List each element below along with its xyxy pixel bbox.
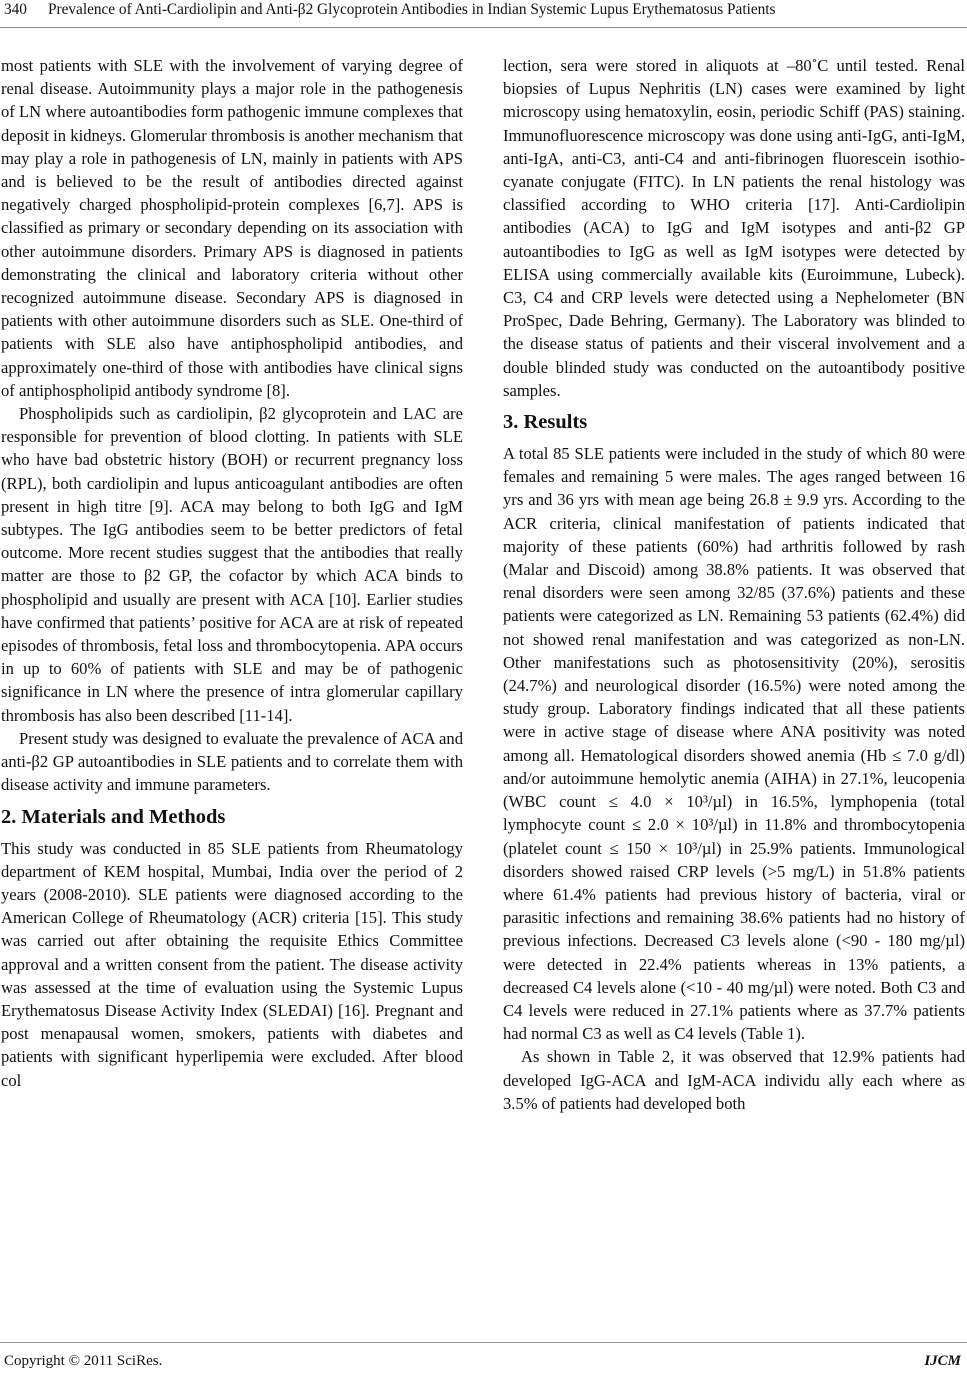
paragraph-phospholipids: Phospholipids such as cardiolipin, β2 glycoprotein and LAC are responsible for prevention of blood clotting. In patients with SLE who have bad obstetric history (BOH) or recurrent pregnancy loss (RPL), both cardiolipin and lupus anticoagulant antibodies are often present in high titre [9]. ACA may belong to both IgG and IgM subtypes. The IgG antibodies seem to be better predictors of fetal outcome. More recent studies suggest that the antibodies that really matter are those to β2 GP, the cofactor by which ACA binds to phospholipid and usually are present with ACA [10]. Earlier studies have confirmed that patients’ positive for ACA are at risk of repeated episodes of thrombosis, fetal loss and thrombocytopenia. APA occurs in up to 60% of patients with SLE and may be of pathogenic significance in LN where the presence of intra glomerular capillary thrombosis has also been described [11-14]. — [1, 404, 463, 725]
running-header — [0, 0, 967, 22]
paragraph-lupus-nephritis: most patients with SLE with the involvement of varying degree of renal disease. Autoimmunity plays a major role in the pathogenesis of LN where autoantibodies form pathogenic immune complexes that deposit in kidneys. Glomerular thrombosis is another mechanism that may play a role in pathogenesis of LN, mainly in patients with APS and is believed to be the result of antibodies directed against negatively charged phospholipid-protein complexes [6,7]. APS is classified as primary or secondary depending on its association with other autoimmune disorders. Primary APS is diagnosed in patients demonstrating the clinical and laboratory criteria without other recognized autoimmune disease. Secondary APS is diagnosed in patients with other autoimmune disorders such as SLE. One-third of patients with SLE also have antiphospholipid antibodies, and approximately one-third of those with antibodies have clinical signs of antiphospholipid antibody syndrome [8]. — [1, 56, 463, 400]
copyright-notice: Copyright © 2011 SciRes. — [4, 1353, 163, 1369]
footer — [0, 1353, 967, 1375]
running-title: Prevalence of Anti-Cardiolipin and Anti-β2 Glycoprotein Antibodies in Indian Systemic Lupus Erythematosus Patients — [48, 1, 776, 18]
paragraph-results: A total 85 SLE patients were included in the study of which 80 were females and remaining 5 were males. The ages ranged between 16 yrs and 36 yrs with mean age being 26.8 ± 9.9 yrs. According to the ACR criteria, clinical manifestation of patients indicated that majority of these patients (60%) had arthritis followed by rash (Malar and Discoid) among 38.8% patients. It was observed that renal disorders were seen among 32/85 (37.6%) patients and these patients were categorized as LN. Remaining 53 patients (62.4%) did not showed renal manifestation and was categorized as non-LN. Other manifestations such as photosensitivity (20%), serositis (24.7%) and neurological disorder (16.5%) were noted among the study group. Laboratory findings indicated that all these patients were in active stage of disease where ANA positivity was noted among all. Hematological disorders showed anemia (Hb ≤ 7.0 g/dl) and/or autoimmune hemolytic anemia (AIHA) in 27.1%, leucopenia (WBC count ≤ 4.0 × 10³/µl) in 16.5%, lymphopenia (total lymphocyte count ≤ 2.0 × 10³/µl) in 11.8% and thrombocytopenia (platelet count ≤ 150 × 10³/µl) in 25.9% patients. Immunological disorders showed raised CRP levels (>5 mg/L) in 51.8% patients where 61.4% patients had previous history of bacteria, viral or parasitic infections and remaining 38.6% patients had no history of previous infections. Decreased C3 levels alone (<90 - 180 mg/µl) were detected in 22.4% patients whereas in 13% patients, a decreased C4 levels alone (<10 - 40 mg/µl) were noted. Both C3 and C4 levels were reduced in 27.1% patients where as 37.7% patients had normal C3 as well as C4 levels (Table 1). — [503, 444, 965, 1044]
page-number: 340 — [4, 1, 27, 18]
heading-materials-methods: 2. Materials and Methods — [1, 805, 226, 828]
paragraph-methods: This study was conducted in 85 SLE patients from Rheumatology department of KEM hospital, Mumbai, India over the period of 2 years (2008-2010). SLE patients were diagnosed according to the American College of Rheumatology (ACR) criteria [15]. This study was carried out after obtaining the requisite Ethics Committee approval and a written consent from the patient. The disease activity was assessed at the time of evaluation using the Systemic Lupus Erythematosus Disease Activity Index (SLEDAI) [16]. Pregnant and post menapausal women, smokers, patients with diabetes and patients with significant hyperlipemia were excluded. After blood col — [1, 838, 463, 1090]
left-column — [1, 54, 463, 1092]
paragraph-methods-continued: lection, sera were stored in aliquots at –80˚C until tested. Renal biopsies of Lupus Nephritis (LN) cases were examined by light microscopy using hematoxylin, eosin, periodic Schiff (PAS) staining. Immunofluorescence microscopy was done using anti-IgG, anti-IgM, anti-IgA, anti-C3, anti-C4 and anti-fibrinogen fluorescein isothiocyanate conjugate (FITC). In LN patients the renal histology was classified according to WHO criteria [17]. Anti-Cardiolipin antibodies (ACA) to IgG and IgM isotypes and anti-β2 GP autoantibodies to IgG as well as IgM isotypes were detected by ELISA using commercially available kits (Euroimmune, Lubeck). C3, C4 and CRP levels were detected using a Nephelometer (BN ProSpec, Dade Behring, Germany). The Laboratory was blinded to the disease status of patients and their visceral involvement and a double blinded study was conducted on the autoantibody positive samples. — [503, 56, 965, 400]
heading-results: 3. Results — [503, 411, 588, 434]
header-rule — [0, 27, 967, 28]
footer-rule — [0, 1342, 967, 1343]
right-column — [503, 54, 965, 1115]
paragraph-study-aim: Present study was designed to evaluate the prevalence of ACA and anti-β2 GP autoantibodies in SLE patients and to correlate them with disease activity and immune parameters. — [1, 728, 463, 795]
paragraph-table2: As shown in Table 2, it was observed that 12.9% patients had developed IgG-ACA and IgM-ACA individu ally each where as 3.5% of patients had developed both — [503, 1047, 965, 1113]
journal-abbreviation: IJCM — [924, 1353, 961, 1369]
